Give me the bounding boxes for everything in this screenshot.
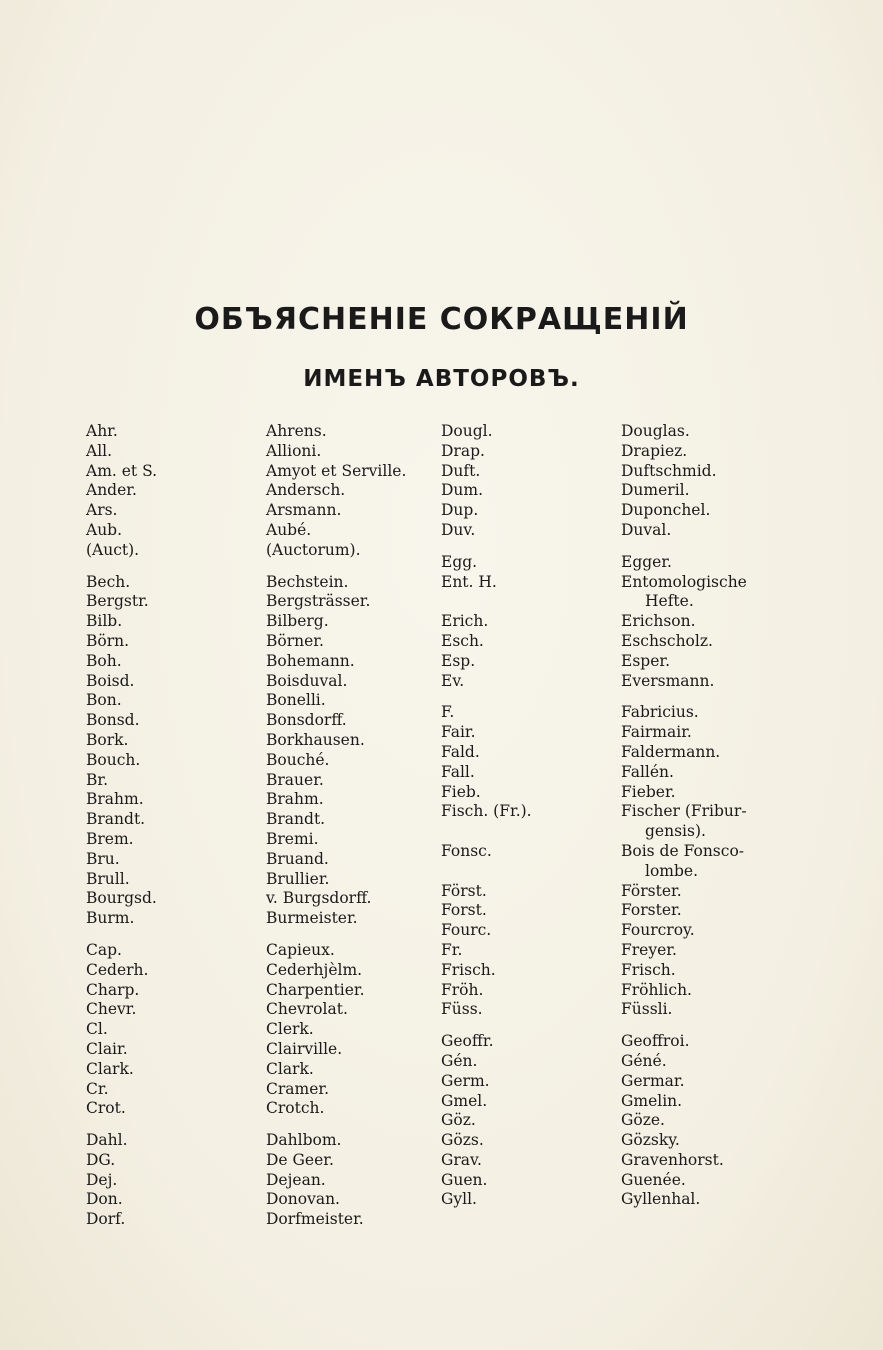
author-abbreviation: Ander. xyxy=(86,481,137,500)
author-full-name: Esper. xyxy=(621,651,670,670)
author-abbreviation: Bech. xyxy=(86,572,131,591)
author-abbreviation: Dej. xyxy=(86,1170,118,1189)
author-abbreviation: Ars. xyxy=(86,501,118,520)
author-abbreviation: Bork. xyxy=(86,730,129,749)
author-abbreviation: Bergstr. xyxy=(86,592,149,611)
author-abbreviation: Ev. xyxy=(441,671,465,690)
author-abbreviation xyxy=(441,822,532,842)
author-full-name: Hefte. xyxy=(645,592,694,611)
author-full-name: Fröhlich. xyxy=(621,980,692,999)
author-full-name: Fairmair. xyxy=(621,723,692,742)
author-full-name: Géné. xyxy=(621,1051,667,1070)
author-full-name: v. Burgsdorff. xyxy=(266,889,372,908)
author-full-name: Bouché. xyxy=(266,750,330,769)
author-abbreviation: Germ. xyxy=(441,1071,490,1090)
author-full-name: Charpentier. xyxy=(266,980,365,999)
author-full-name: Borkhausen. xyxy=(266,730,365,749)
author-abbreviation: Bon. xyxy=(86,691,122,710)
author-abbreviation: Dum. xyxy=(441,481,484,500)
author-full-name: Crotch. xyxy=(266,1099,325,1118)
author-full-name: Cramer. xyxy=(266,1079,330,1098)
author-full-name: Fabricius. xyxy=(621,703,699,722)
section-gap xyxy=(621,1020,747,1032)
author-full-name: Göze. xyxy=(621,1111,665,1130)
author-full-name: Faldermann. xyxy=(621,742,721,761)
author-abbreviation: Fonsc. xyxy=(441,841,492,860)
author-full-name: Forster. xyxy=(621,901,682,920)
author-abbreviation: Börn. xyxy=(86,631,130,650)
author-full-name: Fischer (Fribur- xyxy=(621,802,747,821)
author-abbreviation: Boh. xyxy=(86,651,122,670)
author-abbreviation: Füss. xyxy=(441,1000,483,1019)
author-full-name: Eversmann. xyxy=(621,671,715,690)
author-abbreviation: Br. xyxy=(86,770,109,789)
right-abbreviation-column xyxy=(441,422,532,1210)
author-full-name: Allioni. xyxy=(266,441,322,460)
author-full-name: Brandt. xyxy=(266,810,326,829)
author-full-name: Fieber. xyxy=(621,782,676,801)
author-abbreviation: Fröh. xyxy=(441,980,484,999)
author-full-name: Germar. xyxy=(621,1071,685,1090)
author-full-name: Cederhjèlm. xyxy=(266,960,363,979)
author-abbreviation: Dorf. xyxy=(86,1210,126,1229)
author-full-name: Douglas. xyxy=(621,422,690,440)
author-abbreviation: Geoffr. xyxy=(441,1032,494,1051)
author-full-name: Freyer. xyxy=(621,940,677,959)
author-full-name: Andersch. xyxy=(266,481,346,500)
author-abbreviation: Dahl. xyxy=(86,1131,128,1150)
author-full-name: Dahlbom. xyxy=(266,1131,342,1150)
author-full-name: Clairville. xyxy=(266,1039,343,1058)
section-gap xyxy=(441,541,532,553)
author-full-name: Brahm. xyxy=(266,790,324,809)
author-abbreviation: Bouch. xyxy=(86,750,141,769)
author-full-name: Bergsträsser. xyxy=(266,592,371,611)
author-full-name: Duval. xyxy=(621,520,672,539)
author-abbreviation: Forst. xyxy=(441,901,487,920)
author-abbreviation: Cap. xyxy=(86,940,122,959)
author-full-name: Amyot et Serville. xyxy=(266,461,407,480)
author-abbreviation: Drap. xyxy=(441,441,485,460)
author-full-name: Fallén. xyxy=(621,762,674,781)
author-full-name: Bremi. xyxy=(266,829,319,848)
author-abbreviation: Brandt. xyxy=(86,810,146,829)
author-abbreviation: Esp. xyxy=(441,651,476,670)
author-full-name: Burmeister. xyxy=(266,909,358,928)
author-abbreviation xyxy=(441,862,532,882)
author-full-name: Gmelin. xyxy=(621,1091,683,1110)
author-full-name: Dorfmeister. xyxy=(266,1210,364,1229)
author-abbreviation: Fair. xyxy=(441,723,476,742)
author-abbreviation: All. xyxy=(86,441,113,460)
author-abbreviation: Duv. xyxy=(441,520,476,539)
author-full-name: Dejean. xyxy=(266,1170,326,1189)
author-full-name: Bechstein. xyxy=(266,572,349,591)
author-abbreviation: Am. et S. xyxy=(86,461,158,480)
author-full-name: Capieux. xyxy=(266,940,335,959)
author-full-name: Fourcroy. xyxy=(621,921,695,940)
author-abbreviation: Esch. xyxy=(441,631,484,650)
author-full-name: (Auctorum). xyxy=(266,540,361,559)
author-abbreviation: Fr. xyxy=(441,940,463,959)
section-gap xyxy=(621,691,747,703)
author-abbreviation: Fourc. xyxy=(441,921,492,940)
author-full-name: lombe. xyxy=(645,861,699,880)
left-abbreviation-column xyxy=(86,422,157,1230)
author-abbreviation: Göz. xyxy=(441,1111,476,1130)
author-abbreviation: Brem. xyxy=(86,829,134,848)
page-title: ОБЪЯСНЕНІЕ СОКРАЩЕНІЙ xyxy=(194,302,689,337)
author-abbreviation: Fieb. xyxy=(441,782,481,801)
author-full-name: Gravenhorst. xyxy=(621,1150,724,1169)
author-abbreviation: (Auct). xyxy=(86,540,140,559)
author-abbreviation: Boisd. xyxy=(86,671,135,690)
author-full-name: Bruand. xyxy=(266,849,329,868)
author-abbreviation: Fald. xyxy=(441,742,480,761)
section-gap xyxy=(441,1020,532,1032)
author-full-name: Ahrens. xyxy=(266,422,327,440)
author-abbreviation: Crot. xyxy=(86,1099,126,1118)
author-full-name: Aubé. xyxy=(266,520,312,539)
author-full-name: gensis). xyxy=(645,822,706,841)
author-full-name: Drapiez. xyxy=(621,441,688,460)
author-full-name: Dumeril. xyxy=(621,481,690,500)
author-abbreviation: Clair. xyxy=(86,1039,128,1058)
author-full-name: Clerk. xyxy=(266,1020,314,1039)
right-fullname-column xyxy=(621,422,747,1210)
author-abbreviation: Chevr. xyxy=(86,1000,137,1019)
author-abbreviation: Gözs. xyxy=(441,1131,484,1150)
author-abbreviation: Ahr. xyxy=(86,422,118,440)
author-abbreviation: Brull. xyxy=(86,869,130,888)
author-abbreviation: Duft. xyxy=(441,461,481,480)
author-full-name: Brauer. xyxy=(266,770,324,789)
section-gap xyxy=(441,691,532,703)
author-abbreviation: Aub. xyxy=(86,520,123,539)
section-gap xyxy=(266,1119,406,1131)
author-abbreviation: Ent. H. xyxy=(441,572,497,591)
author-abbreviation: Cl. xyxy=(86,1020,108,1039)
author-abbreviation: Dup. xyxy=(441,501,479,520)
author-full-name: Bois de Fonsco- xyxy=(621,841,745,860)
author-abbreviation: Cr. xyxy=(86,1079,109,1098)
author-full-name: Eschscholz. xyxy=(621,631,713,650)
author-full-name: Börner. xyxy=(266,631,324,650)
author-full-name: Chevrolat. xyxy=(266,1000,348,1019)
author-abbreviation: Fall. xyxy=(441,762,475,781)
author-full-name: Brullier. xyxy=(266,869,330,888)
author-abbreviation: Först. xyxy=(441,881,487,900)
author-abbreviation: Cederh. xyxy=(86,960,149,979)
author-abbreviation: Clark. xyxy=(86,1059,134,1078)
section-gap xyxy=(266,929,406,941)
page-subtitle: ИМЕНЪ АВТОРОВЪ. xyxy=(303,366,580,392)
author-abbreviation: Don. xyxy=(86,1190,123,1209)
author-abbreviation: DG. xyxy=(86,1150,116,1169)
author-full-name: Duponchel. xyxy=(621,501,711,520)
author-full-name: Frisch. xyxy=(621,960,676,979)
author-abbreviation xyxy=(441,592,532,612)
author-abbreviation: Burm. xyxy=(86,909,135,928)
author-full-name: Donovan. xyxy=(266,1190,340,1209)
section-gap xyxy=(621,541,747,553)
section-gap xyxy=(266,561,406,573)
author-full-name: Gözsky. xyxy=(621,1131,680,1150)
section-gap xyxy=(86,1119,157,1131)
author-full-name: De Geer. xyxy=(266,1150,334,1169)
author-full-name: Bilberg. xyxy=(266,612,329,631)
author-full-name: Förster. xyxy=(621,881,682,900)
author-full-name: Bohemann. xyxy=(266,651,355,670)
author-full-name: Erichson. xyxy=(621,612,696,631)
author-abbreviation: Bru. xyxy=(86,849,120,868)
author-abbreviation: Bourgsd. xyxy=(86,889,157,908)
author-abbreviation: Grav. xyxy=(441,1150,482,1169)
author-full-name: Bonsdorff. xyxy=(266,711,347,730)
left-fullname-column xyxy=(266,422,406,1230)
author-full-name: Geoffroi. xyxy=(621,1032,690,1051)
author-abbreviation: Gén. xyxy=(441,1051,478,1070)
author-abbreviation: Charp. xyxy=(86,980,140,999)
author-abbreviation: Bonsd. xyxy=(86,711,140,730)
author-full-name: Bonelli. xyxy=(266,691,326,710)
author-full-name: Gyllenhal. xyxy=(621,1190,701,1209)
author-abbreviation: Frisch. xyxy=(441,960,496,979)
author-abbreviation: Gyll. xyxy=(441,1190,477,1209)
section-gap xyxy=(86,561,157,573)
author-abbreviation: Egg. xyxy=(441,552,478,571)
author-abbreviation: Dougl. xyxy=(441,422,493,440)
author-full-name: Arsmann. xyxy=(266,501,342,520)
author-abbreviation: Bilb. xyxy=(86,612,123,631)
section-gap xyxy=(86,929,157,941)
author-abbreviation: Gmel. xyxy=(441,1091,488,1110)
author-full-name: Boisduval. xyxy=(266,671,348,690)
author-abbreviation: Brahm. xyxy=(86,790,144,809)
author-abbreviation: Erich. xyxy=(441,612,489,631)
author-abbreviation: Guen. xyxy=(441,1170,488,1189)
author-abbreviation: Fisch. (Fr.). xyxy=(441,802,532,821)
author-full-name: Füssli. xyxy=(621,1000,673,1019)
author-full-name: Guenée. xyxy=(621,1170,686,1189)
author-full-name: Entomologische xyxy=(621,572,747,591)
author-full-name: Clark. xyxy=(266,1059,314,1078)
author-full-name: Duftschmid. xyxy=(621,461,717,480)
author-full-name: Egger. xyxy=(621,552,672,571)
author-abbreviation: F. xyxy=(441,703,455,722)
